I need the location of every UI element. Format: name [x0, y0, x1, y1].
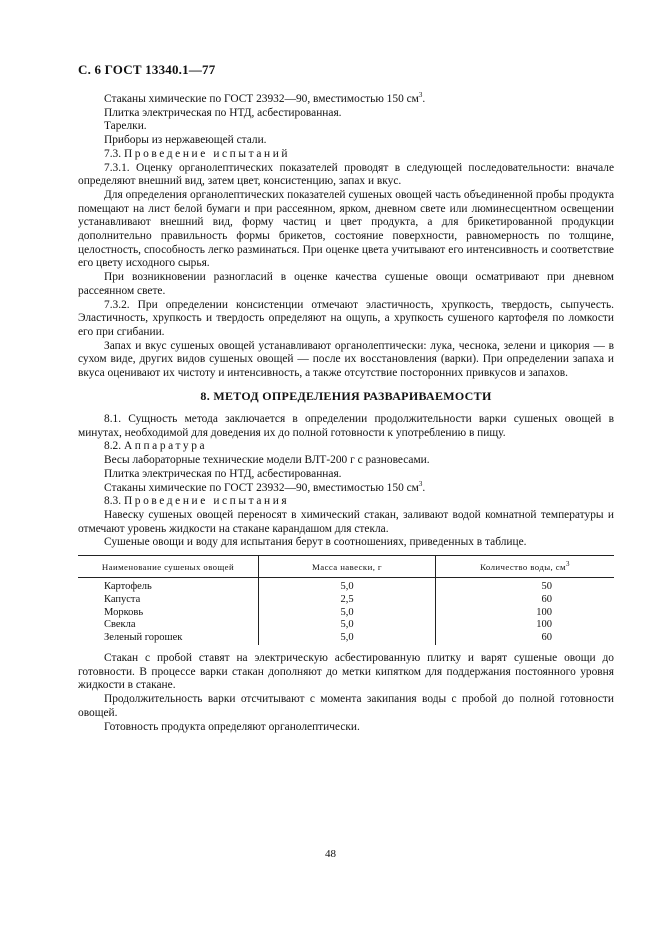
table-row [78, 632, 614, 645]
paragraph-taste: Запах и вкус сушеных овощей устанавливают органолептически: лука, чеснока, зелени и цикория — в сухом виде, других видов сушеных овощей — после их восстановления (варки). При определении запаха и вкуса оценивают их чистоту и интенсивность, а также отсутствие посторонних привкусов и запахов. [78, 339, 614, 380]
subheading-8-3: 8.3. Проведение испытания [104, 495, 290, 508]
paragraph-sample: Навеску сушеных овощей переносят в химический стакан, заливают водой комнатной температуры и отмечают уровень жидкости на стакане карандашом для стекла. [78, 508, 614, 535]
paragraph-duration: Продолжительность варки отсчитывают с момента закипания воды с пробой до полной готовности овощей. [78, 693, 614, 719]
cell-name: Капуста [78, 594, 259, 607]
text-line: Плитка электрическая по НТД, асбестированная. [104, 106, 342, 119]
text-line: Плитка электрическая по НТД, асбестированная. [104, 467, 342, 480]
page-header: С. 6 ГОСТ 13340.1—77 [78, 62, 216, 77]
text-line: Стаканы химические по ГОСТ 23932—90, вместимостью 150 $см^3$. [104, 479, 426, 494]
text-line: Стаканы химические по ГОСТ 23932—90, вместимостью 150 $см^3$. [104, 91, 426, 105]
paragraph-ratio: Сушеные овощи и воду для испытания берут в соотношениях, приведенных в таблице. [104, 536, 527, 549]
header-water: Количество воды, $см^3$ [436, 556, 615, 578]
subheading-8-2: 8.2. Аппаратура [104, 440, 208, 453]
table-row [78, 594, 614, 607]
paragraph-boil: Стакан с пробой ставят на электрическую асбестированную плитку и варят сушеные овощи до готовности. В процессе варки стакан дополняют до метки кипятком для поддержания постоянного уровня жидкости в стакане. [78, 652, 614, 692]
text-line: Тарелки. [104, 120, 147, 133]
paragraph-7-3-2: 7.3.2. При определении консистенции отмечают эластичность, хрупкость, твердость, сыпучесть. Эластичность, хрупкость и твердость определяют на ощупь, а хрупкость сушеного картофеля по ломкости его при сгибании. [78, 298, 614, 338]
section-8-text [78, 413, 614, 550]
cell-name: Зеленый горошек [78, 632, 259, 645]
cell-water: 100 [536, 619, 552, 631]
ratio-table [78, 555, 614, 645]
table-row [78, 607, 614, 620]
section-8-title: 8. МЕТОД ОПРЕДЕЛЕНИЯ РАЗВАРИВАЕМОСТИ [200, 389, 492, 403]
paragraph-7-3-1: 7.3.1. Оценку органолептических показателей проводят в следующей последовательности: вначале определяют внешний вид, затем цвет, консистенцию, запах и вкус. [78, 161, 614, 188]
cell-water: 60 [541, 632, 552, 644]
text-line: Приборы из нержавеющей стали. [104, 134, 267, 147]
after-table-text [78, 652, 614, 734]
subheading-7-3: 7.3. Проведение испытаний [104, 147, 291, 160]
cell-mass: 5,0 [259, 632, 436, 645]
header-name: Наименование сушеных овощей [78, 556, 259, 578]
paragraph-appearance: Для определения органолептических показателей сушеных овощей часть объединенной пробы продукта помещают на лист белой бумаги и при рассеянном, ярком, дневном свете или люминесцентном освещении устанавливают внешний вид, форму частиц и цвет продукта, а для брикетированной продукции дополнительно правильность формы брикетов, состояние поверхности, равномерность по толщине, целостность, способность легко разминаться. При оценке цвета учитывают его интенсивность и соответствие его цвету исходного сырья. [78, 188, 614, 270]
cell-mass: 5,0 [259, 619, 436, 632]
paragraph-dispute: При возникновении разногласий в оценке качества сушеные овощи осматривают при дневном рассеянном свете. [78, 271, 614, 297]
paragraph-8-1: 8.1. Сущность метода заключается в определении продолжительности варки сушеных овощей в минутах, необходимой для доведения их до полной готовности к употреблению в пищу. [78, 413, 614, 439]
cell-mass: 2,5 [259, 594, 436, 607]
cell-name: Картофель [78, 578, 259, 594]
cell-mass: 5,0 [259, 607, 436, 620]
cell-name: Морковь [78, 607, 259, 620]
cell-water: 60 [541, 593, 552, 605]
cell-water: 50 [541, 581, 552, 592]
table-row [78, 578, 614, 594]
header-mass: Масса навески, г [259, 556, 436, 578]
cell-mass: 5,0 [259, 578, 436, 594]
cell-water: 100 [536, 606, 552, 618]
table-row [78, 619, 614, 632]
paragraph-ready: Готовность продукта определяют органолептически. [104, 720, 360, 733]
section-7-text [78, 93, 614, 381]
text-line: Весы лабораторные технические модели ВЛТ-200 г с разновесами. [104, 454, 430, 467]
page-number: 48 [325, 848, 336, 860]
cell-name: Свекла [78, 619, 259, 632]
table-header-row [78, 556, 614, 578]
